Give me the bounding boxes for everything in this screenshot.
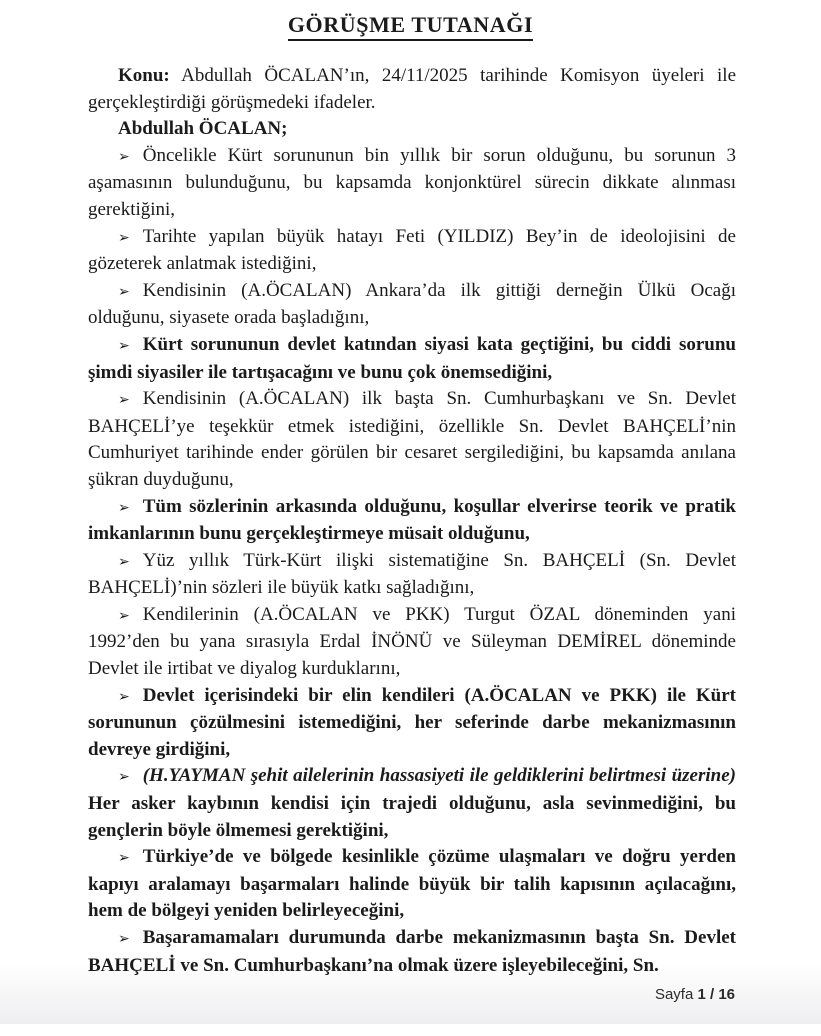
statement-text: Tüm sözlerinin arkasında olduğunu, koşullar elverirse teorik ve pratik imkanlarının bunu gerçekleştirmeye müsait olduğunu, (88, 495, 736, 545)
arrow-bullet-icon: ➢ (118, 553, 130, 570)
subject-label: Konu: (118, 65, 170, 86)
document-body (88, 63, 736, 979)
statement-text: Kendisinin (A.ÖCALAN) ilk başta Sn. Cumhurbaşkanı ve Sn. Devlet BAHÇELİ’ye teşekkür etmek istediğini, özellikle Sn. Devlet BAHÇELİ’nin Cumhuriyet tarihinde ender görülen bir cesaret sergilediğini, bu kapsamda anılana şükran duyduğunu, (88, 388, 736, 490)
statement-paragraph (88, 602, 736, 683)
speaker-name: Abdullah ÖCALAN; (118, 118, 288, 140)
statement-paragraph (88, 494, 736, 548)
statement-text: Başaramamaları durumunda darbe mekanizmasının başta Sn. Devlet BAHÇELİ ve Sn. Cumhurbaşkanı’na olmak üzere işleyebileceğini, Sn. (88, 927, 736, 976)
page-title-text: GÖRÜŞME TUTANAĞI (288, 12, 533, 41)
arrow-bullet-icon: ➢ (118, 850, 130, 867)
statement-interjection-note: (H.YAYMAN şehit ailelerinin hassasiyeti ile geldiklerini belirtmesi üzerine) (142, 765, 736, 787)
statement-text: Yüz yıllık Türk-Kürt ilişki sistematiğine Sn. BAHÇELİ (Sn. Devlet BAHÇELİ)’nin sözleri ile büyük katkı sağladığını, (88, 549, 736, 599)
page-number-footer (655, 986, 735, 1003)
arrow-bullet-icon: ➢ (118, 229, 130, 246)
statement-text: Türkiye’de ve bölgede kesinlikle çözüme ulaşmaları ve doğru yerden kapıyı aralamayı başarmaları halinde büyük bir talih kapısının açılacağını, hem de bölgeyi yeniden belirleyeceğini, (88, 846, 736, 922)
page-number-value: 1 / 16 (697, 986, 735, 1003)
arrow-bullet-icon: ➢ (118, 769, 130, 786)
statement-text: Kendisinin (A.ÖCALAN) Ankara’da ilk gittiği derneğin Ülkü Ocağı olduğunu, siyasete orada başladığını, (88, 279, 736, 329)
statement-text: Kürt sorununun devlet katından siyasi kata geçtiğini, bu ciddi sorunu şimdi siyasiler ile tartışacağını ve bunu çok önemsediğini, (88, 333, 736, 383)
statement-paragraph (88, 548, 736, 602)
statement-text: Devlet içerisindeki bir elin kendileri (A.ÖCALAN ve PKK) ile Kürt sorununun çözülmesini istemediğini, her seferinde darbe mekanizmasının devreye girdiğini, (88, 684, 736, 760)
subject-text: Abdullah ÖCALAN’ın, 24/11/2025 tarihinde Komisyon üyeleri ile gerçekleştirdiği görüşmedeki ifadeler. (88, 65, 736, 113)
statement-paragraph (88, 224, 736, 278)
statement-text: Her asker kaybının kendisi için trajedi olduğunu, asla sevinmediğini, bu gençlerin böyle ölmemesi gerektiğini, (88, 793, 736, 841)
statement-text: Tarihte yapılan büyük hatayı Feti (YILDIZ) Bey’in de ideolojisini de gözeterek anlatmak istediğini, (88, 225, 736, 275)
arrow-bullet-icon: ➢ (118, 283, 130, 300)
statement-paragraph (88, 844, 736, 925)
statement-paragraph (88, 386, 736, 493)
arrow-bullet-icon: ➢ (118, 392, 130, 409)
arrow-bullet-icon: ➢ (118, 607, 130, 624)
statement-paragraph (88, 683, 736, 764)
arrow-bullet-icon: ➢ (118, 931, 130, 947)
statement-text: Kendilerinin (A.ÖCALAN ve PKK) Turgut ÖZAL döneminden yani 1992’den bu yana sırasıyla Erdal İNÖNÜ ve Süleyman DEMİREL döneminde Devlet ile irtibat ve diyalog kurduklarını, (88, 603, 736, 680)
page-number-label: Sayfa (654, 986, 698, 1003)
subject-paragraph (88, 63, 736, 116)
arrow-bullet-icon: ➢ (118, 688, 130, 705)
page-title (0, 12, 821, 38)
statement-text: Öncelikle Kürt sorununun bin yıllık bir sorun olduğunu, bu sorunun 3 aşamasının bulunduğunu, bu kapsamda konjonktürel sürecin dikkate alınması gerektiğini, (88, 144, 736, 220)
arrow-bullet-icon: ➢ (118, 337, 130, 354)
statement-paragraph (88, 763, 736, 844)
statement-paragraph (88, 925, 736, 979)
statement-paragraph (88, 143, 736, 224)
statement-paragraph (88, 278, 736, 332)
arrow-bullet-icon: ➢ (118, 148, 130, 165)
arrow-bullet-icon: ➢ (118, 499, 130, 516)
scanned-document-page (0, 12, 821, 1036)
statement-paragraph (88, 332, 736, 386)
